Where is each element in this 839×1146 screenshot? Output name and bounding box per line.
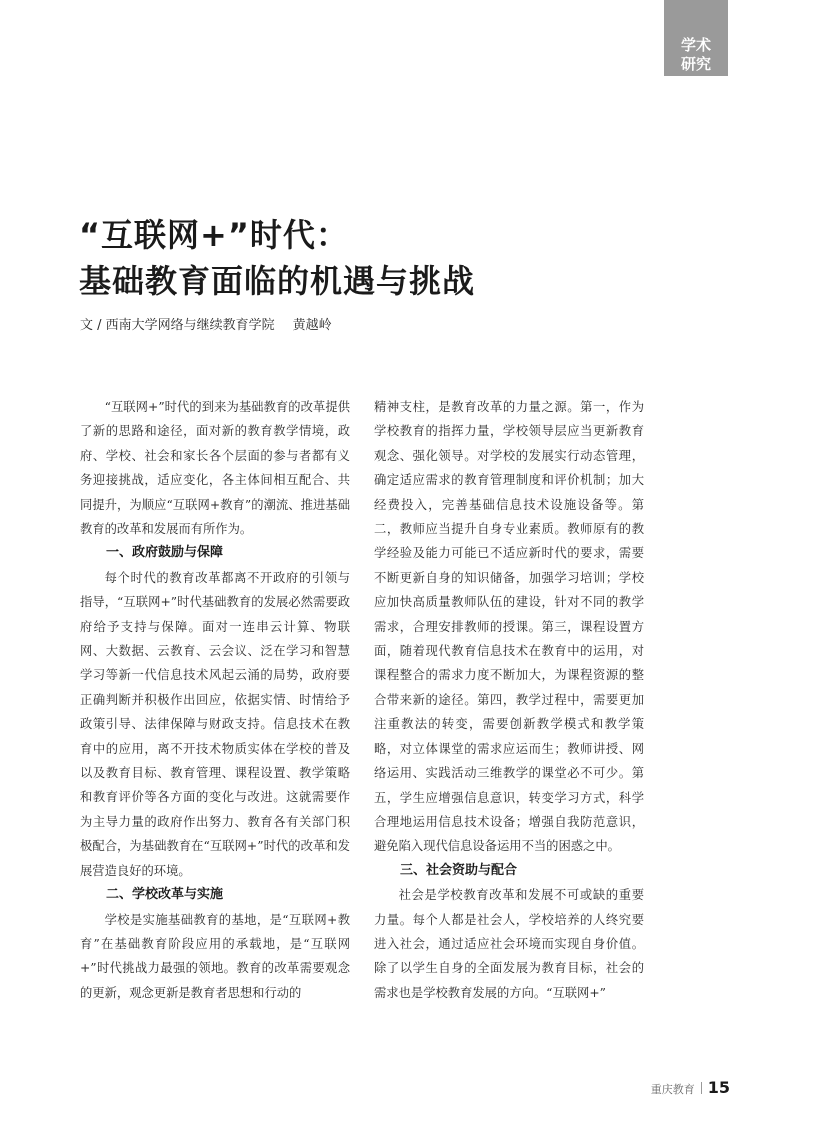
left-column xyxy=(80,395,350,1005)
right-column xyxy=(374,395,644,1005)
government-paragraph: 每个时代的教育改革都离不开政府的引领与指导，“互联网+”时代基础教育的发展必然需要政府给予支持与保障。面对一连串云计算、物联网、大数据、云教育、云会议、泛在学习和智慧学习等新一代信息技术风起云涌的局势，政府要正确判断并积极作出回应，依据实情、时情给予政策引导、法律保障与财政支持。信息技术在教育中的应用，离不开技术物质实体在学校的普及以及教育目标、教育管理、课程设置、教学策略和教育评价等各方面的变化与改进。这就需要作为主导力量的政府作出努力、教育各有关部门积极配合，为基础教育在“互联网+”时代的改革和发展营造良好的环境。 xyxy=(80,570,350,878)
section-tab-line2: 研究 xyxy=(680,55,711,73)
section-heading-government: 一、政府鼓励与保障 xyxy=(106,545,224,561)
byline-author: 黄越岭 xyxy=(292,318,332,333)
section-tab-line1: 学术 xyxy=(680,36,711,54)
title-line1: “互联网+”时代： xyxy=(79,216,349,254)
section-tab xyxy=(664,0,728,76)
magazine-name: 重庆教育 xyxy=(650,1083,695,1096)
page-footer xyxy=(620,1078,730,1097)
article-title xyxy=(79,212,475,304)
section-heading-school: 二、学校改革与实施 xyxy=(106,887,224,903)
page-number: 15 xyxy=(707,1078,730,1097)
school-paragraph-start: 学校是实施基础教育的基地，是“互联网+教育”在基础教育阶段应用的承载地，是“互联网+”时代挑战力最强的领地。教育的改革需要观念的更新，观念更新是教育者思想和行动的 xyxy=(80,912,350,1000)
byline xyxy=(80,314,332,333)
intro-paragraph: “互联网+”时代的到来为基础教育的改革提供了新的思路和途径，面对新的教育教学情境，政府、学校、社会和家长各个层面的参与者都有义务迎接挑战，适应变化，各主体间相互配合、共同提升，为顺应“互联网+教育”的潮流、推进基础教育的改革和发展而有所作为。 xyxy=(80,400,350,537)
school-paragraph-continued: 精神支柱，是教育改革的力量之源。第一，作为学校教育的指挥力量，学校领导层应当更新教育观念、强化领导。对学校的发展实行动态管理，确定适应需求的教育管理制度和评价机制；加大经费投入，完善基础信息技术设施设备等。第二，教师应当提升自身专业素质。教师原有的教学经验及能力可能已不适应新时代的要求，需要不断更新自身的知识储备，加强学习培训；学校应加快高质量教师队伍的建设，针对不同的教学需求，合理安排教师的授课。第三，课程设置方面，随着现代教育信息技术在教育中的运用，对课程整合的需求力度不断加大，为课程资源的整合带来新的途径。第四，教学过程中，需要更加注重教法的转变，需要创新教学模式和教学策略，对立体课堂的需求应运而生；教师讲授、网络运用、实践活动三维教学的课堂必不可少。第五，学生应增强信息意识，转变学习方式，科学合理地运用信息技术设备；增强自我防范意识，避免陷入现代信息设备运用不当的困惑之中。 xyxy=(374,400,644,854)
footer-divider xyxy=(701,1082,702,1094)
society-paragraph: 社会是学校教育改革和发展不可或缺的重要力量。每个人都是社会人，学校培养的人终究要进入社会，通过适应社会环境而实现自身价值。除了以学生自身的全面发展为教育目标，社会的需求也是学校教育发展的方向。“互联网+” xyxy=(374,888,644,1000)
section-heading-society: 三、社会资助与配合 xyxy=(400,862,518,878)
title-line2: 基础教育面临的机遇与挑战 xyxy=(79,262,476,300)
byline-affiliation: 文 / 西南大学网络与继续教育学院 xyxy=(80,318,275,333)
